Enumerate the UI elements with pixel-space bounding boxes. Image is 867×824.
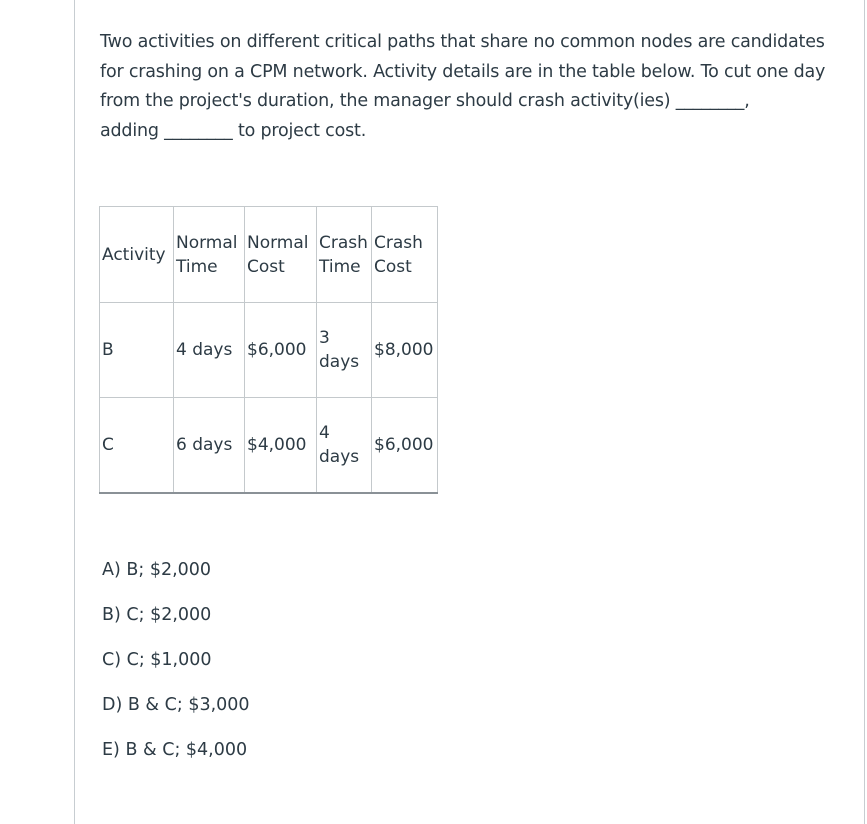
answer-choices	[102, 558, 250, 783]
answer-blank-2: ________	[158, 120, 238, 141]
header-activity: Activity	[100, 207, 174, 303]
cell-crash-cost: $8,000	[372, 303, 438, 398]
header-crash-time: Crash Time	[317, 207, 372, 303]
question-ending: to project cost.	[237, 120, 367, 141]
cell-activity: B	[100, 303, 174, 398]
cell-activity: C	[100, 398, 174, 494]
right-divider	[864, 0, 865, 824]
answer-option-b: B) C; $2,000	[102, 605, 212, 625]
answer-option-a: A) B; $2,000	[102, 560, 212, 580]
question-middle: adding	[100, 120, 159, 141]
answer-option-c: C) C; $1,000	[102, 650, 212, 670]
header-normal-time: Normal Time	[174, 207, 245, 303]
cell-crash-cost: $6,000	[372, 398, 438, 494]
cell-normal-cost: $6,000	[245, 303, 317, 398]
header-crash-cost: Crash Cost	[372, 207, 438, 303]
question-body: Two activities on different critical paths that share no common nodes are candidates for crashing on a CPM network. Activity details are in the table below. To cut one day from the project's duration, the manager should crash activity(ies)	[100, 32, 826, 111]
cell-normal-cost: $4,000	[245, 398, 317, 494]
cell-crash-time: 4 days	[317, 398, 372, 494]
question-text	[100, 28, 845, 146]
table-header-row	[100, 207, 438, 303]
header-normal-cost: Normal Cost	[245, 207, 317, 303]
answer-option-d: D) B & C; $3,000	[102, 695, 250, 715]
cell-crash-time: 3 days	[317, 303, 372, 398]
activity-table	[99, 206, 438, 494]
answer-blank-1: ________,	[670, 91, 750, 111]
left-divider	[74, 0, 75, 824]
table-row	[100, 398, 438, 494]
cell-normal-time: 4 days	[174, 303, 245, 398]
answer-option-e: E) B & C; $4,000	[102, 740, 248, 760]
table-row	[100, 303, 438, 398]
cell-normal-time: 6 days	[174, 398, 245, 494]
